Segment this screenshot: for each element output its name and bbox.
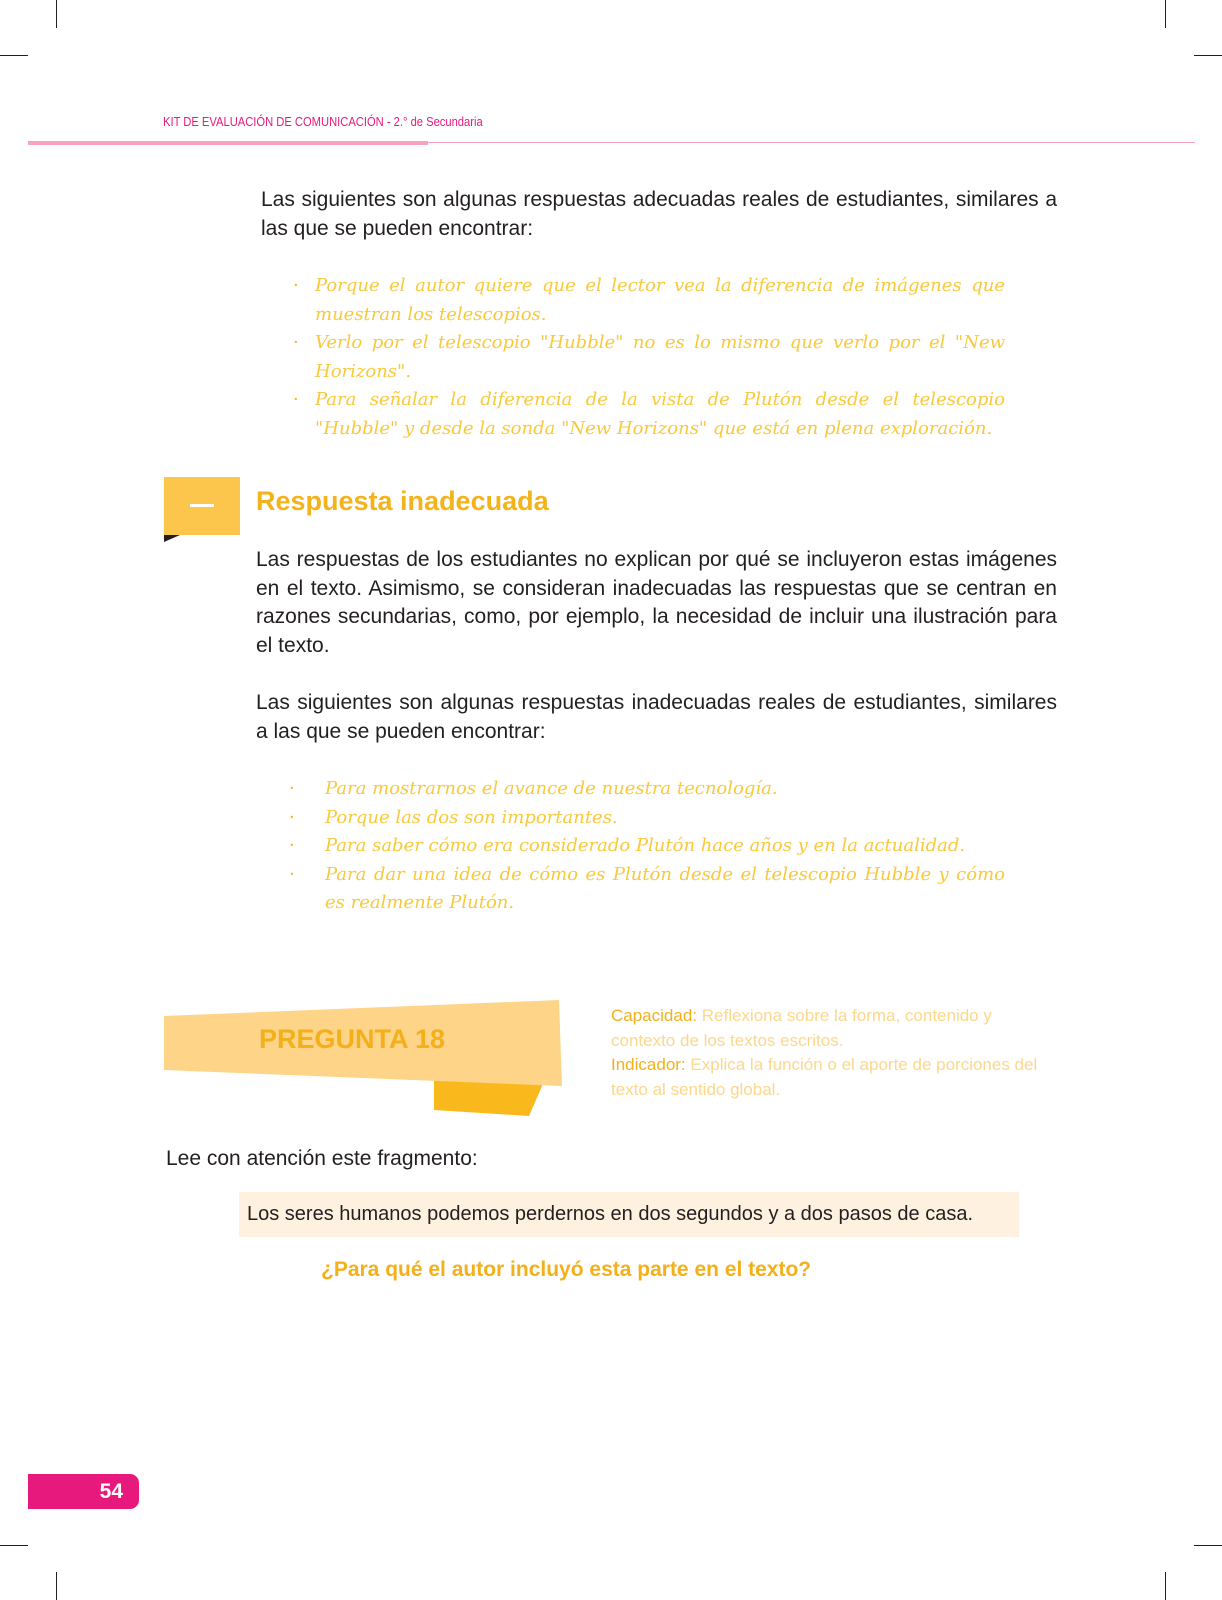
crop-mark (0, 1545, 28, 1546)
section-title: Respuesta inadecuada (256, 486, 549, 516)
list-item: · Para mostrarnos el avance de nuestra tecnología. (289, 778, 778, 799)
fragment-text: Los seres humanos podemos perdernos en dos segundos y a dos pasos de casa. (247, 1203, 974, 1225)
badge-fold (164, 535, 180, 542)
list-item: · Porque el autor quiere que el lector vea la diferencia de imágenes que muestran los telescopios. (293, 275, 1005, 325)
crop-mark (56, 1572, 57, 1600)
crop-mark (1194, 1545, 1222, 1546)
inadequate-intro: Las siguientes son algunas respuestas inadecuadas reales de estudiantes, similares a las que se pueden encontrar: (256, 691, 1057, 743)
list-item: · Verlo por el telescopio "Hubble" no es lo mismo que verlo por el "New Horizons". (293, 332, 1005, 382)
list-item: · Para dar una idea de cómo es Plutón desde el telescopio Hubble y cómo es realmente Plutón. (289, 863, 1005, 913)
indicator-key: Indicador: (611, 1055, 686, 1074)
header-rule-accent (28, 141, 428, 145)
crop-mark (0, 55, 28, 56)
list-item: · Para saber cómo era considerado Plutón hace años y en la actualidad. (289, 835, 966, 856)
fragment-box (239, 1192, 1019, 1237)
crop-mark (1165, 1572, 1166, 1600)
capacity-key: Capacidad: (611, 1006, 698, 1025)
inadequate-examples (289, 775, 1005, 918)
question-label: PREGUNTA 18 (258, 1024, 446, 1054)
crop-mark (1165, 0, 1166, 28)
indicator-value: Explica la función o el aporte de porciones del texto al sentido global. (611, 1055, 1038, 1099)
crop-mark (1194, 55, 1222, 56)
running-header: KIT DE EVALUACIÓN DE COMUNICACIÓN - 2.° de Secundaria (163, 114, 483, 129)
capacity-value: Reflexiona sobre la forma, contenido y contexto de los textos escritos. (611, 1006, 992, 1050)
question-meta (611, 1004, 1051, 1102)
question-banner (164, 998, 564, 1118)
list-item: · Porque las dos son importantes. (289, 806, 618, 828)
minus-icon (190, 504, 214, 507)
adequate-intro: Las siguientes son algunas respuestas adecuadas reales de estudiantes, similares a las que se pueden encontrar: (261, 188, 1057, 240)
crop-mark (56, 0, 57, 28)
list-item: · Para señalar la diferencia de la vista de Plutón desde el telescopio "Hubble" y desde la sonda "New Horizons" que está en plena exploración. (293, 389, 1005, 439)
inadequate-explanation: Las respuestas de los estudiantes no explican por qué se incluyeron estas imágenes en el texto. Asimismo, se consideran inadecuadas las respuestas que se centran en razones secundarias, como, por ejemplo, la necesidad de incluir una ilustración para el texto. (256, 548, 1057, 657)
question-prompt: ¿Para qué el autor incluyó esta parte en el texto? (321, 1258, 812, 1281)
fragment-lead: Lee con atención este fragmento: (166, 1147, 478, 1170)
minus-badge (164, 477, 240, 535)
adequate-examples (293, 272, 1005, 443)
page-number: 54 (28, 1474, 139, 1509)
